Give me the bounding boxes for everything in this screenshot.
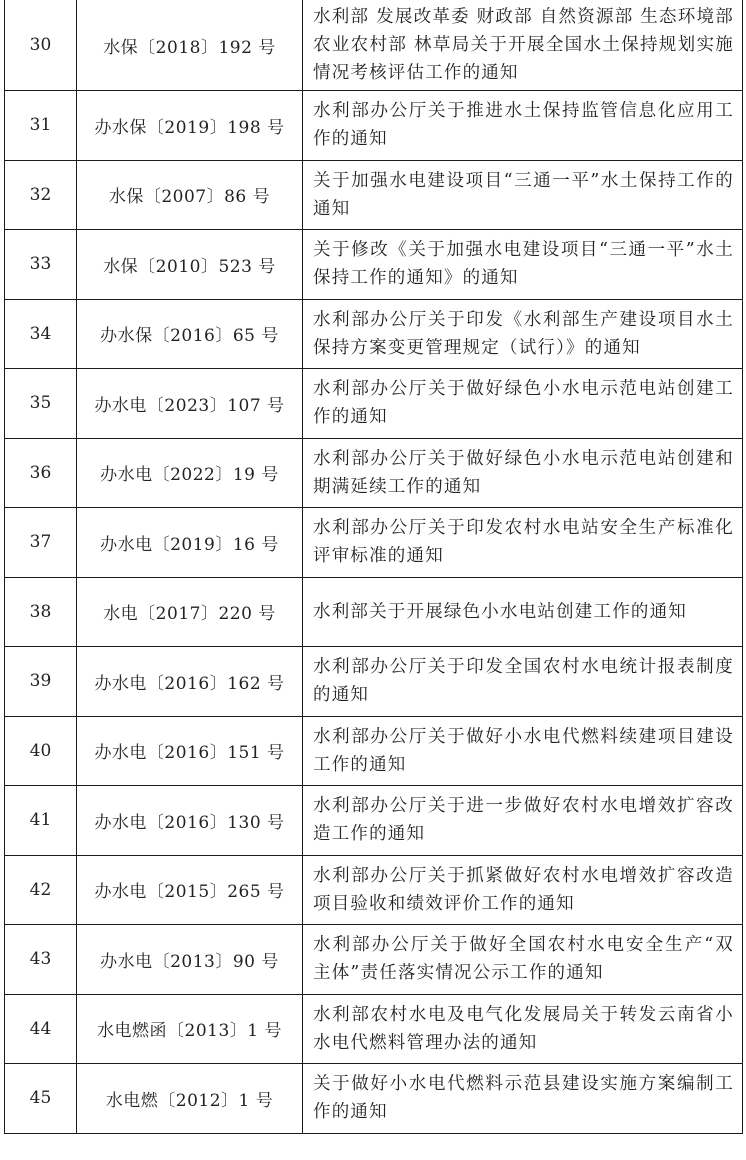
document-title: 关于加强水电建设项目“三通一平”水土保持工作的通知 (303, 160, 743, 230)
table-row (5, 160, 743, 230)
row-number: 32 (5, 160, 77, 230)
row-number: 42 (5, 855, 77, 925)
row-number: 36 (5, 438, 77, 508)
table-row (5, 299, 743, 369)
table-row (5, 508, 743, 578)
table-row (5, 647, 743, 717)
row-number: 44 (5, 994, 77, 1064)
document-title: 水利部办公厅关于推进水土保持监管信息化应用工作的通知 (303, 91, 743, 161)
row-number: 43 (5, 925, 77, 995)
table-row (5, 786, 743, 856)
document-title: 水利部 发展改革委 财政部 自然资源部 生态环境部 农业农村部 林草局关于开展全国水土保持规划实施情况考核评估工作的通知 (303, 0, 743, 91)
document-number: 水电〔2017〕220 号 (77, 577, 303, 647)
document-number: 办水电〔2016〕130 号 (77, 786, 303, 856)
document-number: 办水电〔2019〕16 号 (77, 508, 303, 578)
document-number: 办水电〔2016〕162 号 (77, 647, 303, 717)
document-title: 水利部办公厅关于做好全国农村水电安全生产“双主体”责任落实情况公示工作的通知 (303, 925, 743, 995)
document-number: 水电燃函〔2013〕1 号 (77, 994, 303, 1064)
document-title: 关于修改《关于加强水电建设项目“三通一平”水土保持工作的通知》的通知 (303, 230, 743, 300)
document-title: 水利部办公厅关于印发农村水电站安全生产标准化评审标准的通知 (303, 508, 743, 578)
row-number: 38 (5, 577, 77, 647)
document-number: 办水电〔2022〕19 号 (77, 438, 303, 508)
document-list-table (4, 0, 743, 1134)
document-title: 水利部办公厅关于做好绿色小水电示范电站创建工作的通知 (303, 369, 743, 439)
row-number: 41 (5, 786, 77, 856)
document-title: 水利部办公厅关于进一步做好农村水电增效扩容改造工作的通知 (303, 786, 743, 856)
row-number: 45 (5, 1064, 77, 1134)
document-title: 关于做好小水电代燃料示范县建设实施方案编制工作的通知 (303, 1064, 743, 1134)
document-number: 办水保〔2016〕65 号 (77, 299, 303, 369)
document-number: 办水电〔2013〕90 号 (77, 925, 303, 995)
document-number: 办水保〔2019〕198 号 (77, 91, 303, 161)
row-number: 34 (5, 299, 77, 369)
document-number: 水电燃〔2012〕1 号 (77, 1064, 303, 1134)
document-title: 水利部办公厅关于抓紧做好农村水电增效扩容改造项目验收和绩效评价工作的通知 (303, 855, 743, 925)
row-number: 39 (5, 647, 77, 717)
table-row (5, 716, 743, 786)
document-title: 水利部办公厅关于印发全国农村水电统计报表制度的通知 (303, 647, 743, 717)
document-title: 水利部关于开展绿色小水电站创建工作的通知 (303, 577, 743, 647)
row-number: 33 (5, 230, 77, 300)
document-title: 水利部办公厅关于做好小水电代燃料续建项目建设工作的通知 (303, 716, 743, 786)
table-row (5, 91, 743, 161)
table-row (5, 994, 743, 1064)
table-row (5, 925, 743, 995)
row-number: 30 (5, 0, 77, 91)
document-number: 办水电〔2023〕107 号 (77, 369, 303, 439)
table-row (5, 1064, 743, 1134)
document-number: 水保〔2007〕86 号 (77, 160, 303, 230)
document-title: 水利部农村水电及电气化发展局关于转发云南省小水电代燃料管理办法的通知 (303, 994, 743, 1064)
document-title: 水利部办公厅关于印发《水利部生产建设项目水土保持方案变更管理规定（试行）》的通知 (303, 299, 743, 369)
document-number: 办水电〔2016〕151 号 (77, 716, 303, 786)
document-title: 水利部办公厅关于做好绿色小水电示范电站创建和期满延续工作的通知 (303, 438, 743, 508)
table-row (5, 230, 743, 300)
document-number: 办水电〔2015〕265 号 (77, 855, 303, 925)
row-number: 35 (5, 369, 77, 439)
table-row (5, 438, 743, 508)
table-row (5, 369, 743, 439)
table-row (5, 855, 743, 925)
row-number: 37 (5, 508, 77, 578)
table-body (5, 0, 743, 1133)
document-number: 水保〔2010〕523 号 (77, 230, 303, 300)
document-number: 水保〔2018〕192 号 (77, 0, 303, 91)
document-table-wrapper (4, 0, 742, 1134)
row-number: 40 (5, 716, 77, 786)
table-row (5, 0, 743, 91)
table-row (5, 577, 743, 647)
row-number: 31 (5, 91, 77, 161)
